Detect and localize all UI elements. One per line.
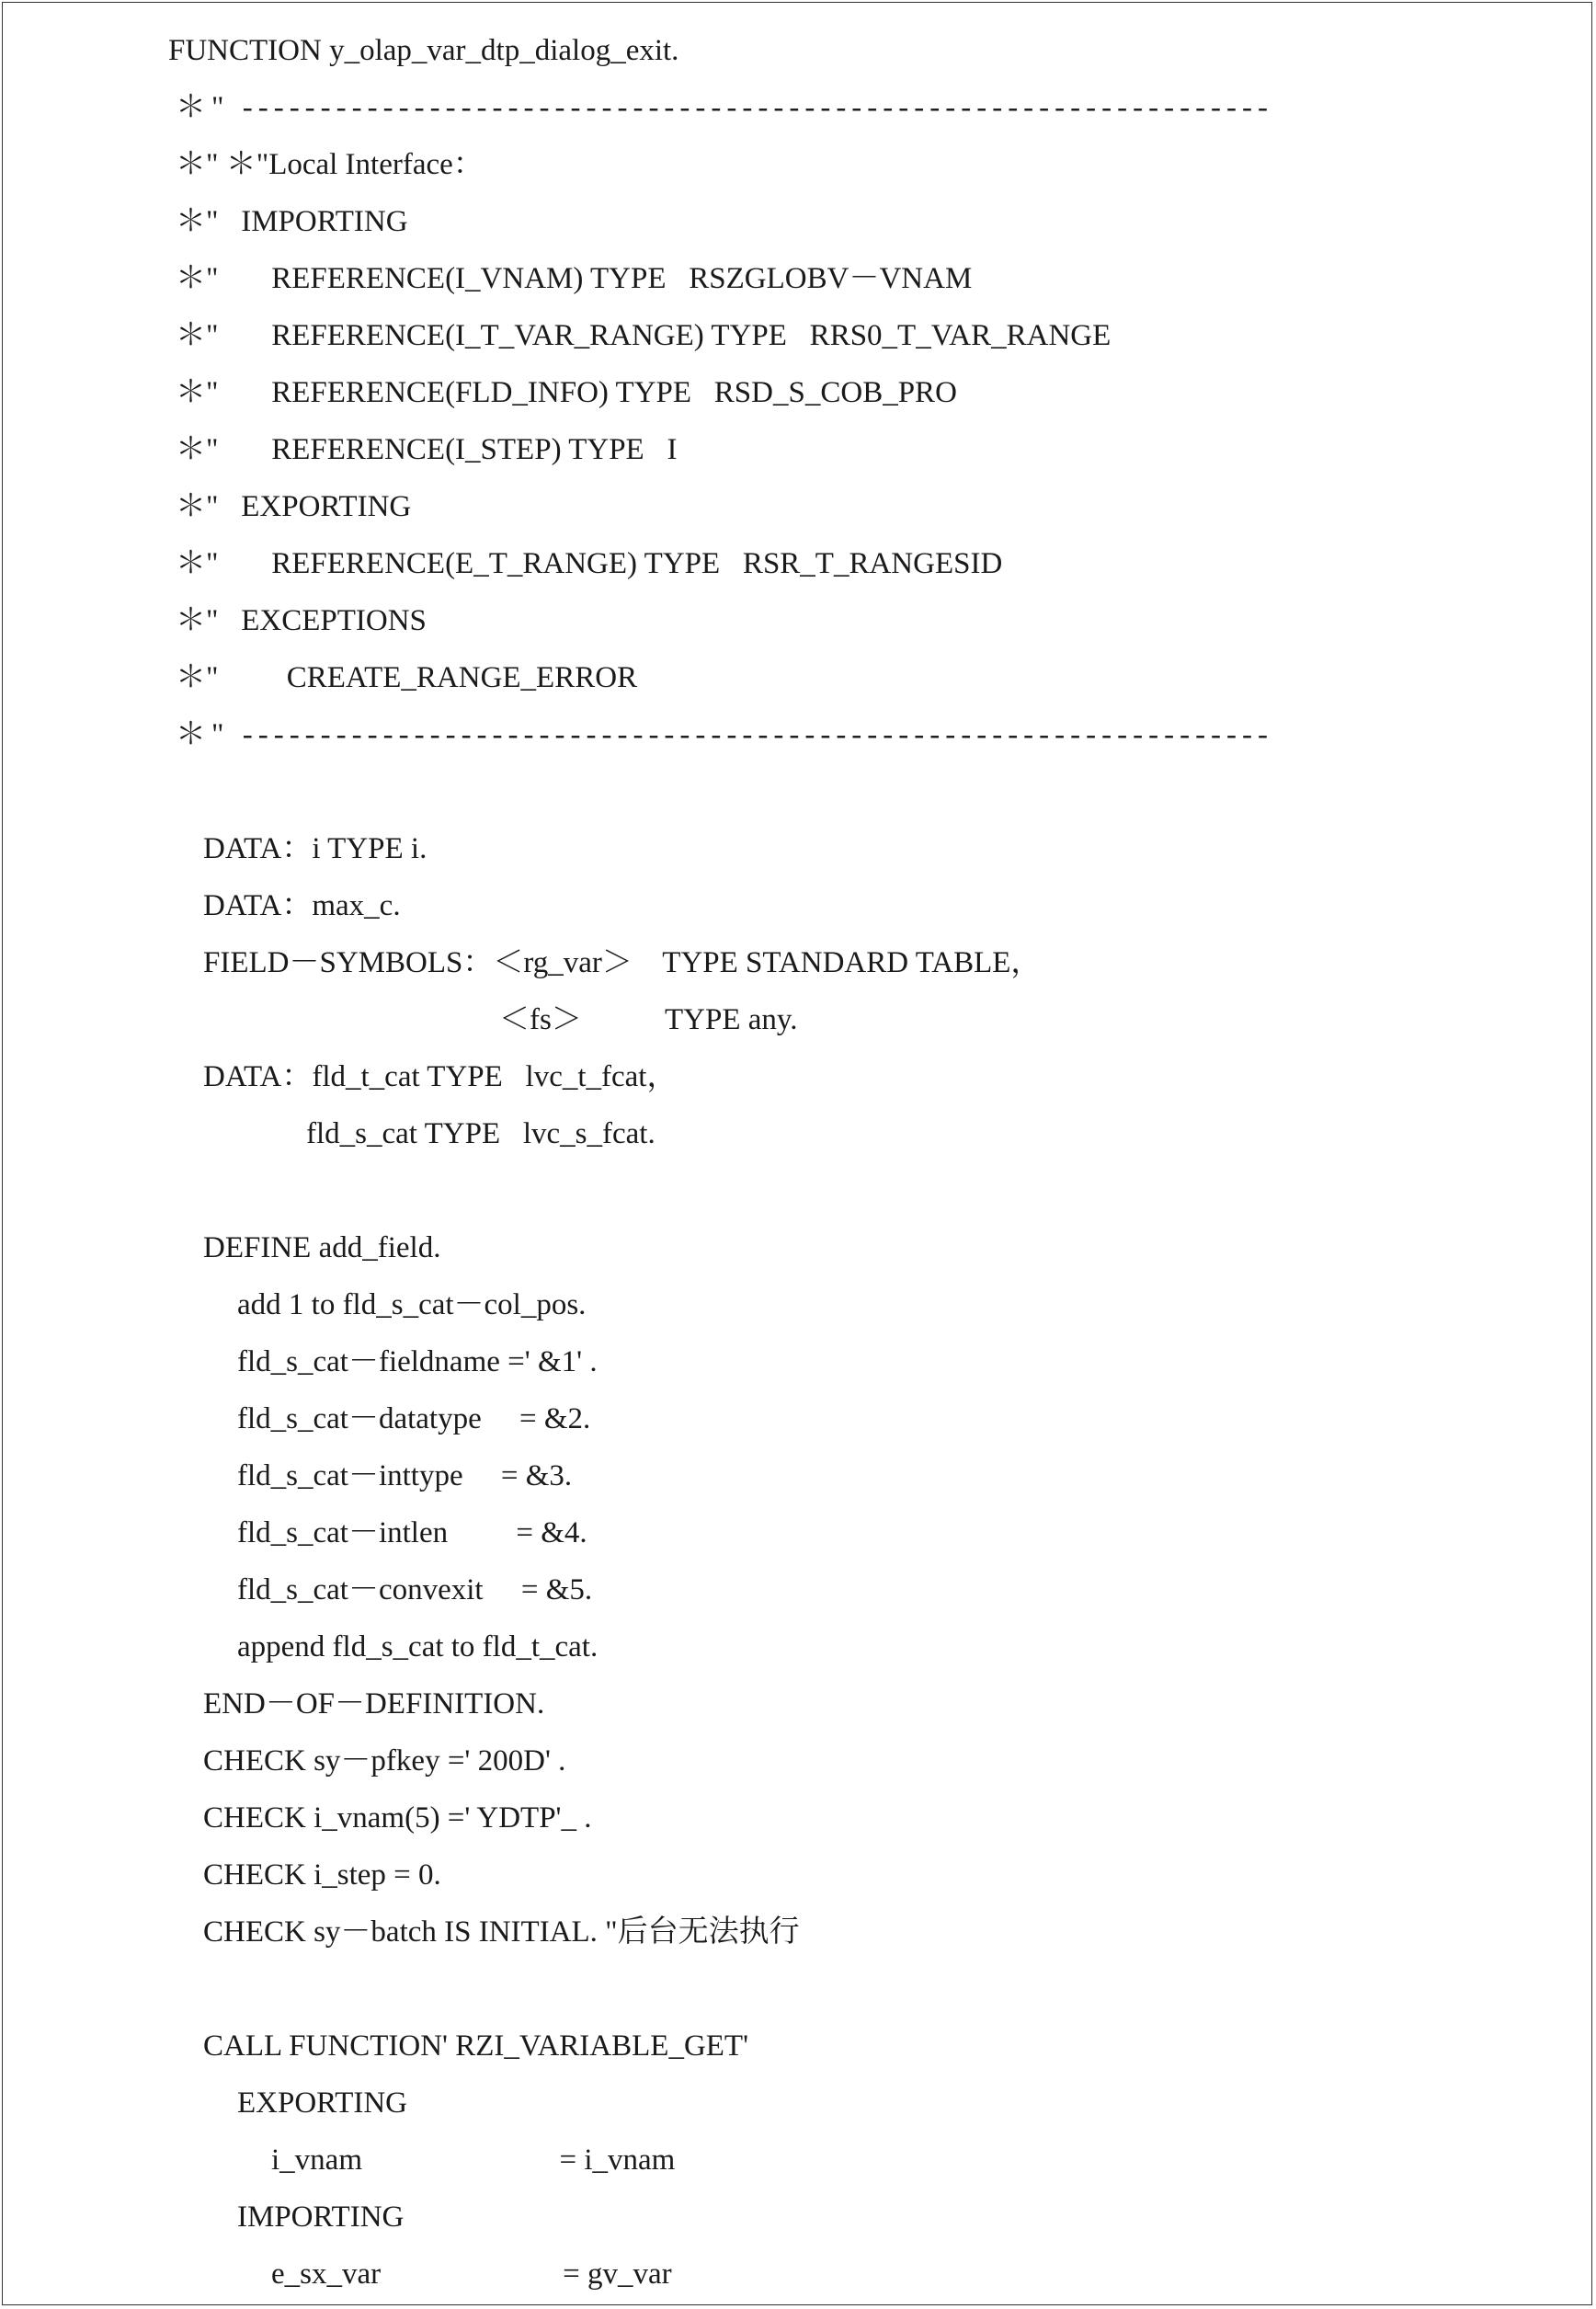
code-line-append: append fld_s_cat to fld_t_cat. [237, 1630, 598, 1663]
code-listing [3, 3, 1593, 2306]
code-line-data-fld-t-cat: DATA：fld_t_cat TYPE lvc_t_fcat， [203, 1060, 678, 1093]
code-line-data-i: DATA：i TYPE i. [203, 832, 428, 865]
code-line-importing: IMPORTING [237, 2200, 405, 2234]
code-line-intlen: fld_s_cat－intlen = &4. [237, 1516, 587, 1549]
code-line-fieldname: fld_s_cat－fieldname =' &1' . [237, 1345, 598, 1378]
comment-rule-bottom: ＊" ------------------------------------------------------------------ [176, 718, 1274, 751]
code-line-check-vnam: CHECK i_vnam(5) =' YDTP'_ . [203, 1801, 592, 1835]
code-line-field-symbols: FIELD－SYMBOLS：＜rg_var＞ TYPE STANDARD TABLE， [203, 946, 1042, 979]
code-line-fld-s-cat: fld_s_cat TYPE lvc_s_fcat. [306, 1117, 656, 1150]
code-line-add-col-pos: add 1 to fld_s_cat－col_pos. [237, 1288, 587, 1321]
code-line-convexit: fld_s_cat－convexit = &5. [237, 1573, 593, 1606]
comment-line-local-interface: ＊" ＊"Local Interface： [176, 148, 484, 181]
code-line-check-batch: CHECK sy－batch IS INITIAL. "后台无法执行 [203, 1915, 800, 1949]
comment-line-param-step: ＊" REFERENCE(I_STEP) TYPE I [176, 433, 678, 466]
comment-line-param-fld-info: ＊" REFERENCE(FLD_INFO) TYPE RSD_S_COB_PRO [176, 376, 957, 409]
code-line-inttype: fld_s_cat－inttype = &3. [237, 1459, 573, 1492]
comment-line-exporting: ＊" EXPORTING [176, 490, 412, 523]
code-line-call-function: CALL FUNCTION' RZI_VARIABLE_GET' [203, 2029, 749, 2063]
page-frame [2, 2, 1592, 2305]
comment-line-param-t-range: ＊" REFERENCE(E_T_RANGE) TYPE RSR_T_RANGESID [176, 547, 1003, 580]
code-line-datatype: fld_s_cat－datatype = &2. [237, 1402, 591, 1435]
comment-line-param-var-range: ＊" REFERENCE(I_T_VAR_RANGE) TYPE RRS0_T_VAR_RANGE [176, 319, 1112, 352]
code-line-e-sx-var: e_sx_var = gv_var [271, 2258, 672, 2291]
code-line-data-max-c: DATA：max_c. [203, 889, 401, 922]
code-line-function-header: FUNCTION y_olap_var_dtp_dialog_exit. [168, 34, 679, 67]
comment-rule-top: ＊" ------------------------------------------------------------------ [176, 91, 1274, 124]
code-line-exporting: EXPORTING [237, 2086, 408, 2120]
comment-line-create-range-error: ＊" CREATE_RANGE_ERROR [176, 661, 638, 694]
code-line-i-vnam: i_vnam = i_vnam [271, 2143, 676, 2177]
code-line-check-pfkey: CHECK sy－pfkey =' 200D' . [203, 1744, 566, 1777]
code-line-check-step: CHECK i_step = 0. [203, 1858, 441, 1892]
code-line-define-add-field: DEFINE add_field. [203, 1231, 441, 1264]
comment-line-importing: ＊" IMPORTING [176, 205, 408, 238]
comment-line-param-vnam: ＊" REFERENCE(I_VNAM) TYPE RSZGLOBV－VNAM [176, 262, 973, 295]
code-line-end-of-definition: END－OF－DEFINITION. [203, 1687, 545, 1720]
code-line-field-symbols-fs: ＜fs＞ TYPE any. [499, 1003, 798, 1036]
comment-line-exceptions: ＊" EXCEPTIONS [176, 604, 427, 637]
